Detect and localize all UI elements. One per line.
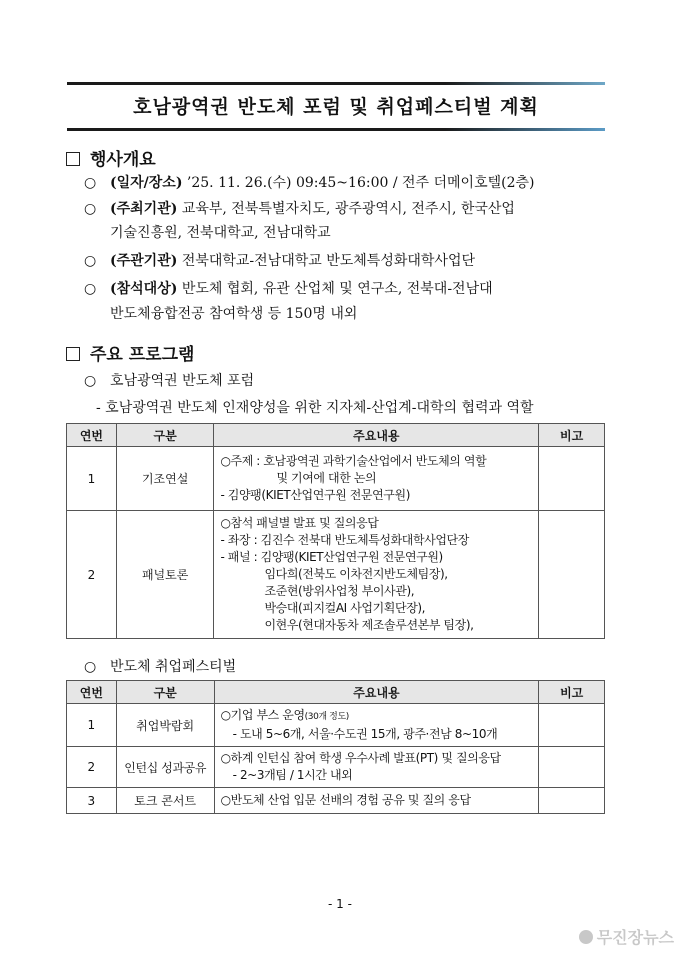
- row-content: [214, 788, 539, 814]
- content-line: 조준현(방위사업청 부이사관),: [264, 584, 415, 598]
- forum-table: [66, 423, 605, 639]
- row-type: 기조연설: [116, 447, 214, 511]
- content-line: 및 기여에 대한 논의: [276, 471, 377, 485]
- content-line: - 패널 : 김양팽(KIET산업연구원 전문연구원): [220, 550, 443, 564]
- content-line: 임다희(전북도 이차전지반도체팀장),: [264, 567, 448, 581]
- content-line: 이현우(현대자동차 제조솔루션본부 팀장),: [264, 618, 474, 632]
- content-line: ○하계 인턴십 참여 학생 우수사례 발표(PT) 및 질의응답: [220, 751, 501, 765]
- row-note: [539, 447, 605, 511]
- col-header-content: 주요내용: [214, 424, 539, 447]
- festival-title: ○ 반도체 취업페스티벌: [84, 659, 237, 675]
- row-type: 인턴십 성과공유: [116, 747, 214, 788]
- col-header-type: 구분: [116, 681, 214, 704]
- content-line: - 좌장 : 김진수 전북대 반도체특성화대학사업단장: [220, 533, 469, 547]
- overview-item-organizer: ○ (주관기관) 전북대학교-전남대학교 반도체특성화대학사업단: [84, 253, 475, 269]
- content-line: ○참석 패널별 발표 및 질의응답: [220, 516, 379, 530]
- content-line: - 도내 5~6개, 서울·수도권 15개, 광주·전남 8~10개: [232, 727, 498, 741]
- section-heading-program: 주요 프로그램: [66, 340, 194, 365]
- festival-table-header: [67, 681, 605, 704]
- table-row: [67, 511, 605, 639]
- checkbox-square-icon: [66, 347, 80, 361]
- title-rule-top-accent: [445, 82, 605, 85]
- col-header-content: 주요내용: [214, 681, 539, 704]
- watermark: 무진장뉴스: [579, 925, 674, 948]
- col-header-no: 연번: [67, 424, 117, 447]
- overview-item-date: ○ (일자/장소) ’25. 11. 26.(수) 09:45~16:00 / 전주 더메이호텔(2층): [84, 175, 535, 191]
- document-title: 호남광역권 반도체 포럼 및 취업페스티벌 계획: [133, 96, 539, 118]
- row-content: [214, 511, 539, 639]
- section-heading-overview: 행사개요: [66, 145, 156, 170]
- col-header-note: 비고: [539, 681, 605, 704]
- festival-table: [66, 680, 605, 814]
- forum-table-header: [67, 424, 605, 447]
- content-line: ○반도체 산업 입문 선배의 경험 공유 및 질의 응답: [220, 793, 471, 807]
- table-row: [67, 447, 605, 511]
- row-type: 취업박람회: [116, 704, 214, 747]
- checkbox-square-icon: [66, 152, 80, 166]
- row-note: [539, 747, 605, 788]
- table-row: [67, 788, 605, 814]
- row-note: [539, 704, 605, 747]
- overview-item-host: ○ (주최기관) 교육부, 전북특별자치도, 광주광역시, 전주시, 한국산업: [84, 201, 515, 217]
- table-row: [67, 747, 605, 788]
- title-rule-bottom-accent: [445, 128, 605, 131]
- content-line: - 2~3개팀 / 1시간 내외: [232, 768, 353, 782]
- col-header-no: 연번: [67, 681, 117, 704]
- col-header-type: 구분: [116, 424, 214, 447]
- row-content: [214, 704, 539, 747]
- row-type: 패널토론: [116, 511, 214, 639]
- row-content: [214, 447, 539, 511]
- row-no: 2: [67, 511, 117, 639]
- row-no: 1: [67, 447, 117, 511]
- table-row: [67, 704, 605, 747]
- overview-item-attendees: ○ (참석대상) 반도체 협회, 유관 산업체 및 연구소, 전북대-전남대: [84, 281, 493, 297]
- forum-title: ○ 호남광역권 반도체 포럼: [84, 373, 255, 389]
- forum-subtitle: - 호남광역권 반도체 인재양성을 위한 지자체-산업계-대학의 협력과 역할: [96, 400, 534, 416]
- content-line: - 김양팽(KIET산업연구원 전문연구원): [220, 488, 410, 502]
- row-no: 3: [67, 788, 117, 814]
- content-line: ○기업 부스 운영(30개 정도): [220, 708, 349, 722]
- content-line: 박승대(피지컬AI 사업기획단장),: [264, 601, 426, 615]
- row-no: 2: [67, 747, 117, 788]
- row-no: 1: [67, 704, 117, 747]
- row-type: 토크 콘서트: [116, 788, 214, 814]
- watermark-logo-icon: [579, 930, 593, 944]
- row-content: [214, 747, 539, 788]
- overview-item-attendees-cont: 반도체융합전공 참여학생 등 150명 내외: [110, 306, 358, 322]
- page-number: - 1 -: [328, 897, 352, 911]
- row-note: [539, 788, 605, 814]
- row-note: [539, 511, 605, 639]
- content-line: ○주제 : 호남광역권 과학기술산업에서 반도체의 역할: [220, 454, 487, 468]
- col-header-note: 비고: [539, 424, 605, 447]
- overview-item-host-cont: 기술진흥원, 전북대학교, 전남대학교: [110, 225, 331, 241]
